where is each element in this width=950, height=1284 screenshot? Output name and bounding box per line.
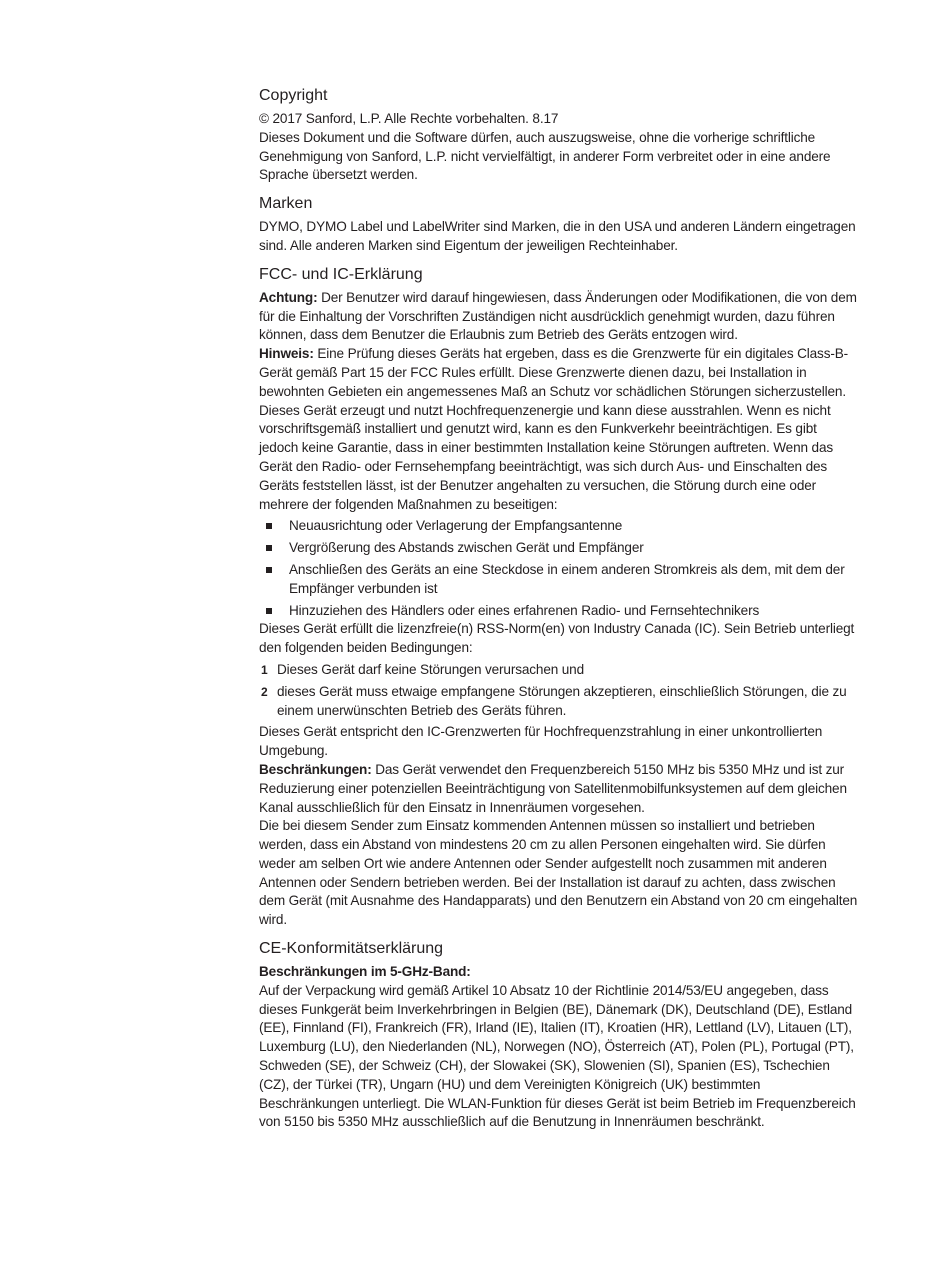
ce-heading: CE-Konformitätserklärung — [259, 940, 444, 958]
achtung-label: Achtung: — [259, 289, 318, 305]
restrictions-paragraph — [259, 761, 859, 817]
measures-list — [259, 517, 859, 620]
list-item — [259, 661, 859, 680]
list-item — [259, 517, 859, 536]
condition-text: Dieses Gerät darf keine Störungen verursachen und — [277, 661, 584, 677]
ce-subheading: Beschränkungen im 5-GHz-Band: — [259, 964, 471, 980]
achtung-text: Der Benutzer wird darauf hingewiesen, dass Änderungen oder Modifikationen, die von dem für die Einhaltung der Vorschriften Zuständigen nicht ausdrücklich genehmigt wurden, dazu führen können, dass dem Benutzer die Erlaubnis zum Betrieb des Geräts entzogen wird. — [259, 289, 857, 343]
measure-text: Vergrößerung des Abstands zwischen Gerät und Empfänger — [289, 540, 644, 556]
antenna-text: Die bei diesem Sender zum Einsatz kommenden Antennen müssen so installiert und betrieben werden, dass ein Abstand von mindestens 20 cm zu allen Personen eingehalten wird. Sie dürfen weder am selben Ort wie andere Antennen oder Sender aufgestellt noch zusammen mit anderen Antennen oder Sendern betrieben werden. Bei der Installation ist darauf zu achten, dass zwischen dem Gerät (mit Ausnahme des Handapparats) und den Benutzern ein Abstand von 20 cm eingehalten wird. — [259, 818, 858, 928]
bullet-square-icon — [266, 545, 272, 551]
marken-section — [259, 193, 859, 256]
hinweis-label: Hinweis: — [259, 346, 314, 362]
list-item — [259, 561, 859, 599]
marken-heading: Marken — [259, 195, 313, 213]
measure-text: Neuausrichtung oder Verlagerung der Empfangsantenne — [289, 518, 623, 534]
ce-section — [259, 938, 859, 1132]
condition-text: dieses Gerät muss etwaige empfangene Störungen akzeptieren, einschließlich Störungen, die zu einem unerwünschten Betrieb des Geräts führen. — [277, 683, 847, 718]
copyright-text: Dieses Dokument und die Software dürfen, auch auszugsweise, ohne die vorherige schriftliche Genehmigung von Sanford, L.P. nicht vervielfältigt, in anderer Form verbreitet oder in eine andere Sprache übersetzt werden. — [259, 129, 831, 183]
fcc-section — [259, 264, 859, 930]
condition-number: 2 — [261, 684, 268, 699]
copyright-heading: Copyright — [259, 87, 328, 104]
list-item — [259, 602, 859, 621]
bullet-square-icon — [266, 567, 272, 573]
fcc-heading: FCC- und IC-Erklärung — [259, 265, 423, 283]
ic-limit-text: Dieses Gerät entspricht den IC-Grenzwerten für Hochfrequenzstrahlung in einer unkontrollierten Umgebung. — [259, 724, 823, 759]
achtung-paragraph — [259, 289, 859, 345]
copyright-line: © 2017 Sanford, L.P. Alle Rechte vorbehalten. 8.17 — [259, 111, 559, 126]
conditions-list — [259, 661, 859, 720]
document-page — [259, 85, 859, 1132]
bullet-square-icon — [266, 523, 272, 529]
ic-text: Dieses Gerät erfüllt die lizenzfreie(n) RSS-Norm(en) von Industry Canada (IC). Sein Betrieb unterliegt den folgenden beiden Bedingungen: — [259, 621, 855, 656]
measure-text: Hinzuziehen des Händlers oder eines erfahrenen Radio- und Fernsehtechnikers — [289, 602, 760, 618]
ce-text: Auf der Verpackung wird gemäß Artikel 10 Absatz 10 der Richtlinie 2014/53/EU angegeben, dass dieses Funkgerät beim Inverkehrbringen in Belgien (BE), Dänemark (DK), Deutschland (DE), Estland (EE), Finnland (FI), Frankreich (FR), Irland (IE), Italien (IT), Kroatien (HR), Lettland (LV), Litauen (LT), Luxemburg (LU), den Niederlanden (NL), Norwegen (NO), Österreich (AT), Polen (PL), Portugal (PT), Schweden (SE), der Schweiz (CH), der Slowakei (SK), Slowenien (SI), Spanien (ES), Tschechien (CZ), der Türkei (TR), Ungarn (HU) und dem Vereinigten Königreich (UK) bestimmten Beschränkungen unterliegt. Die WLAN-Funktion für dieses Gerät ist beim Betrieb im Frequenzbereich von 5150 bis 5350 MHz ausschließlich auf die Benutzung in Innenräumen beschränkt. — [259, 982, 856, 1130]
measure-text: Anschließen des Geräts an eine Steckdose in einem anderen Stromkreis als dem, mit dem der Empfänger verbunden ist — [289, 561, 845, 596]
restrictions-label: Beschränkungen: — [259, 761, 372, 777]
hinweis-paragraph — [259, 345, 859, 514]
bullet-square-icon — [266, 608, 272, 614]
list-item — [259, 539, 859, 558]
marken-text: DYMO, DYMO Label und LabelWriter sind Marken, die in den USA und anderen Ländern eingetragen sind. Alle anderen Marken sind Eigentum der jeweiligen Rechteinhaber. — [259, 219, 856, 253]
condition-number: 1 — [261, 662, 268, 677]
copyright-section — [259, 85, 859, 185]
list-item — [259, 683, 859, 721]
restrictions-text: Das Gerät verwendet den Frequenzbereich 5150 MHz bis 5350 MHz und ist zur Reduzierung einer potenziellen Beeinträchtigung von Satellitenmobilfunksystemen auf dem gleichen Kanal ausschließlich für den Einsatz in Innenräumen vorgesehen. — [259, 761, 847, 815]
hinweis-text: Eine Prüfung dieses Geräts hat ergeben, dass es die Grenzwerte für ein digitales Class-B-Gerät gemäß Part 15 der FCC Rules erfüllt. Diese Grenzwerte dienen dazu, bei Installation in bewohnten Gebieten ein angemessenes Maß an Schutz vor schädlichen Störungen sicherzustellen. Dieses Gerät erzeugt und nutzt Hochfrequenzenergie und kann diese ausstrahlen. Wenn es nicht vorschriftsgemäß installiert und genutzt wird, kann es den Funkverkehr beeinträchtigen. Es gibt jedoch keine Garantie, dass in einer bestimmten Installation keine Störungen auftreten. Wenn das Gerät den Radio- oder Fernsehempfang beeinträchtigt, was sich durch Aus- und Einschalten des Geräts feststellen lässt, ist der Benutzer angehalten zu versuchen, die Störung durch eine oder mehrere der folgenden Maßnahmen zu beseitigen: — [259, 346, 849, 512]
